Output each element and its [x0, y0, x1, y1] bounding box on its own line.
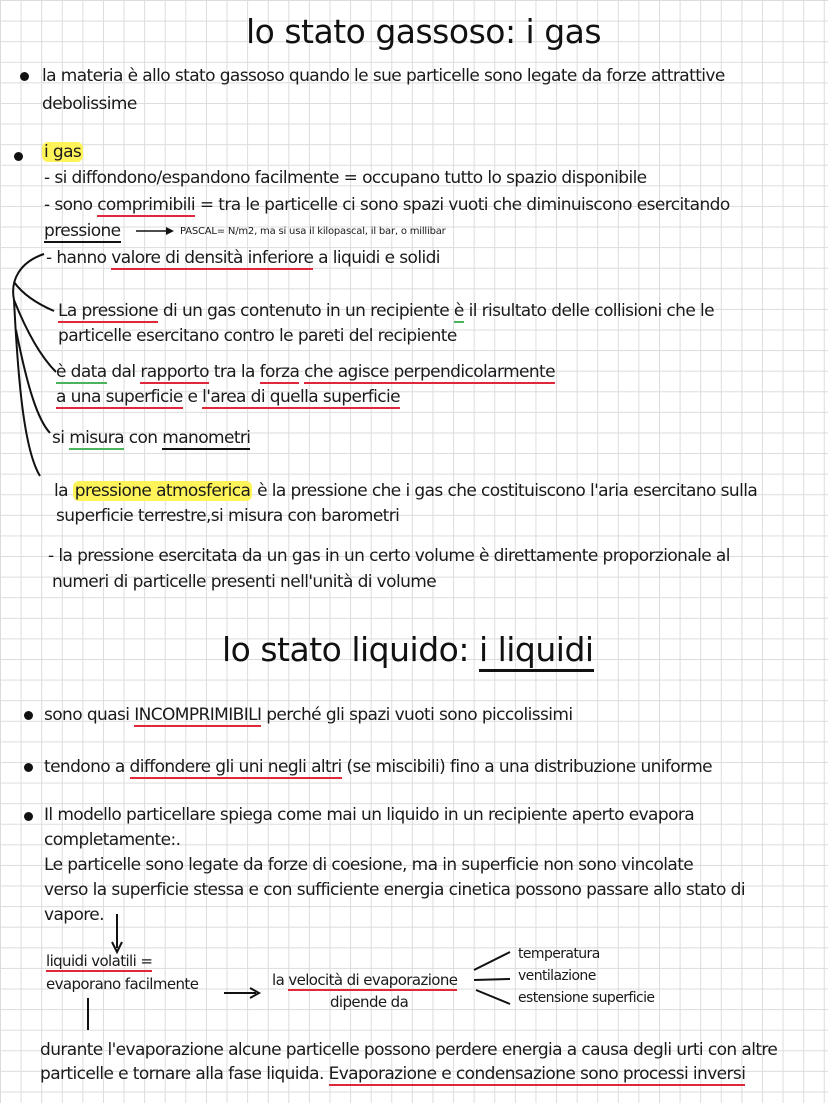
underlined-perpendicolarmente: che agisce perpendicolarmente: [304, 362, 555, 382]
bullet-icon: [20, 72, 29, 81]
bullet-icon: [24, 711, 33, 720]
evaporation-end-line-2: [40, 1064, 745, 1084]
text: lo stato liquido:: [222, 630, 479, 669]
text: a liquidi e solidi: [313, 248, 440, 268]
underlined-pressione: pressione: [44, 221, 121, 241]
underlined-e: è: [453, 301, 464, 321]
text: sono quasi: [44, 705, 135, 725]
evaporation-speed-line-1: [272, 971, 457, 989]
gas-line-pressione: [44, 221, 121, 241]
text: il risultato delle collisioni che le: [463, 301, 714, 321]
underlined-e-data: è data: [56, 362, 107, 382]
underlined-i-liquidi: i liquidi: [479, 630, 594, 672]
bullet-icon: [24, 763, 33, 772]
pressure-ratio-line-2: [56, 387, 400, 407]
text: di un gas contenuto in un recipiente: [158, 301, 454, 321]
branch-line: [474, 952, 510, 970]
underlined-area: l'area di quella superficie: [202, 387, 400, 407]
underlined-velocita: velocità di evaporazione: [288, 971, 458, 989]
text: con: [123, 428, 163, 448]
text: tendono a: [44, 757, 130, 777]
bullet-icon: [14, 152, 23, 161]
gas-line-diffondono: - si diffondono/espandono facilmente = occupano tutto lo spazio disponibile: [44, 168, 647, 188]
highlight-pressione-atmosferica: pressione atmosferica: [74, 481, 251, 501]
underlined-densita: valore di densità inferiore: [111, 248, 314, 268]
underlined-forza: forza: [259, 362, 300, 382]
text: perché gli spazi vuoti sono piccolissimi: [261, 705, 573, 725]
liquid-bullet-3-line-2: completamente:.: [44, 830, 181, 850]
section-title-liquid: [222, 630, 594, 669]
pascal-note: PASCAL= N/m2, ma si usa il kilopascal, il bar, o millibar: [180, 226, 446, 237]
atmospheric-line-1: [54, 481, 757, 501]
underlined-diffondere: diffondere gli uni negli altri: [129, 757, 342, 777]
arrow-head-icon: [166, 227, 174, 235]
bracket-branch: [16, 330, 50, 433]
underlined-comprimibili: comprimibili: [97, 195, 196, 215]
text: la: [54, 481, 73, 501]
underlined-rapporto: rapporto: [140, 362, 209, 382]
text: = tra le particelle ci sono spazi vuoti che diminuiscono esercitando: [195, 195, 730, 215]
liquid-bullet-3-line-1: Il modello particellare spiega come mai un liquido in un recipiente aperto evapora: [44, 805, 695, 825]
text: tra la: [208, 362, 260, 382]
text: - hanno: [46, 248, 112, 268]
bullet-icon: [24, 812, 33, 821]
liquid-bullet-3-line-4: verso la superficie stessa e con sufficiente energia cinetica possono passare allo stato di: [44, 880, 745, 900]
text: - sono: [44, 195, 98, 215]
factor-ventilazione: ventilazione: [518, 968, 596, 984]
section-title-gas: lo stato gassoso: i gas: [246, 12, 602, 51]
underlined-manometri: manometri: [162, 428, 251, 448]
pressure-definition-line-1: [58, 301, 714, 321]
liquid-bullet-3-line-3: Le particelle sono legate da forze di coesione, ma in superficie non sono vincolate: [44, 855, 694, 875]
proportional-line-1: - la pressione esercitata da un gas in un certo volume è direttamente proporzionale al: [48, 546, 730, 566]
volatile-line-2: evaporano facilmente: [46, 975, 199, 993]
volatile-line-1: [46, 952, 152, 970]
underlined-liquidi-volatili: liquidi volatili =: [46, 952, 153, 970]
underlined-incomprimibili: INCOMPRIMIBILI: [134, 705, 262, 725]
gas-intro-line-1: la materia è allo stato gassoso quando le sue particelle sono legate da forze attrattive: [42, 66, 725, 86]
text: è la pressione che i gas che costituiscono l'aria esercitano sulla: [252, 481, 758, 501]
liquid-bullet-1: [44, 705, 572, 725]
text: e: [182, 387, 203, 407]
underlined-la-pressione: La pressione: [58, 301, 159, 321]
evaporation-speed-line-2: dipende da: [330, 993, 409, 1011]
text: particelle e tornare alla fase liquida.: [40, 1064, 329, 1084]
underlined-processi-inversi: Evaporazione e condensazione sono processi inversi: [328, 1064, 746, 1084]
liquid-bullet-3-line-5: vapore.: [44, 905, 104, 925]
proportional-line-2: numeri di particelle presenti nell'unità di volume: [52, 572, 437, 592]
evaporation-end-line-1: durante l'evaporazione alcune particelle possono perdere energia a causa degli urti con altre: [40, 1040, 778, 1060]
underlined-misura: misura: [69, 428, 124, 448]
manometri-line: [52, 428, 250, 448]
igas-heading: [42, 142, 83, 162]
underlined-superficie: a una superficie: [56, 387, 183, 407]
bracket-branch: [14, 300, 56, 372]
text: si: [52, 428, 70, 448]
pressure-ratio-line-1: [56, 362, 555, 382]
bracket-branch: [14, 282, 54, 311]
text: (se miscibili) fino a una distribuzione uniforme: [341, 757, 713, 777]
liquid-bullet-2: [44, 757, 712, 777]
text: dal: [106, 362, 141, 382]
atmospheric-line-2: superficie terrestre,si misura con barometri: [56, 506, 400, 526]
gas-intro-line-2: debolissime: [42, 94, 137, 114]
branch-line: [474, 979, 510, 980]
branch-line: [476, 990, 510, 1004]
pressure-definition-line-2: particelle esercitano contro le pareti del recipiente: [58, 326, 457, 346]
factor-temperatura: temperatura: [518, 946, 600, 962]
highlight-igas: i gas: [44, 142, 82, 162]
factor-estensione: estensione superficie: [518, 990, 655, 1006]
gas-line-comprimibili: [44, 195, 730, 215]
text: la: [272, 971, 289, 989]
gas-line-densita: [46, 248, 440, 268]
